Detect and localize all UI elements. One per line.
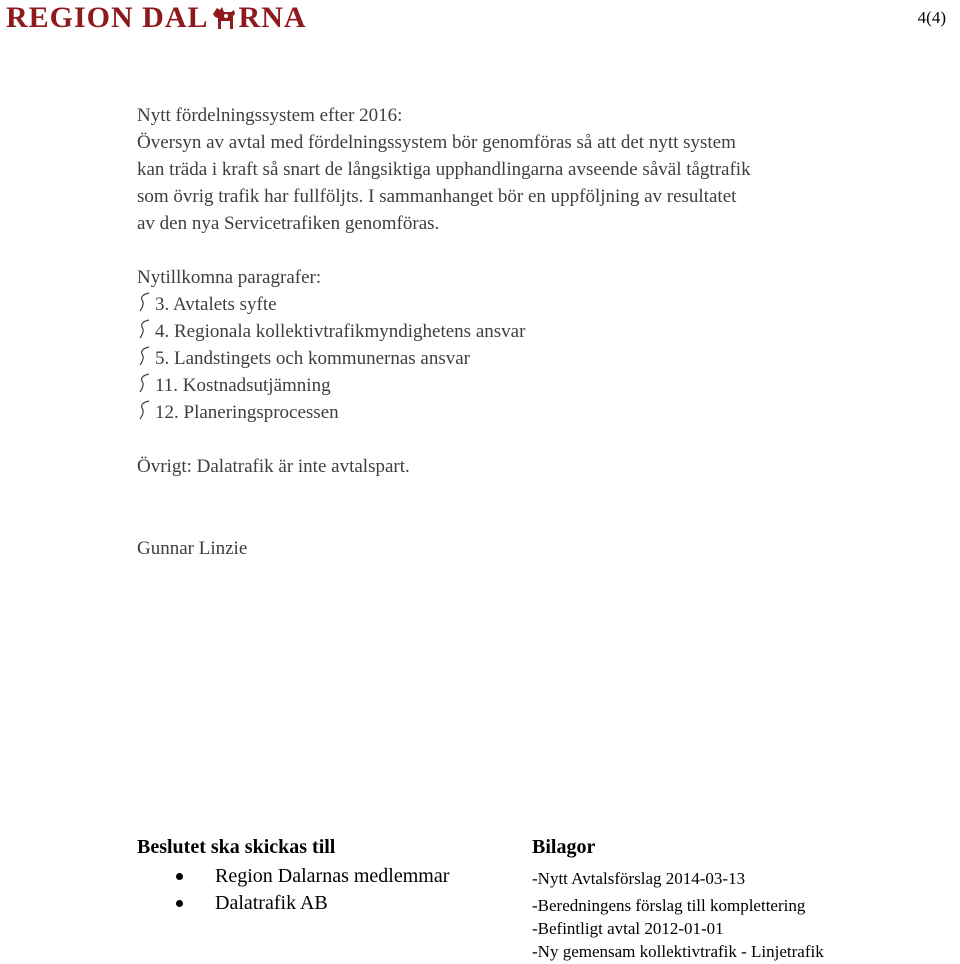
dala-horse-icon — [209, 4, 239, 32]
paragraph-list-item — [137, 399, 339, 426]
recipient-label: Region Dalarnas medlemmar — [215, 865, 450, 887]
section-sign-icon — [137, 318, 151, 340]
attachment-item: -Nytt Avtalsförslag 2014-03-13 — [532, 869, 746, 888]
bullet-icon — [176, 900, 183, 907]
section-title: Nytt fördelningssystem efter 2016: — [137, 105, 403, 126]
region-dalarna-logo — [6, 2, 307, 34]
paragraph-list-item — [137, 291, 277, 318]
section-sign-icon — [137, 291, 151, 313]
recipient-label: Dalatrafik AB — [215, 892, 328, 914]
section-sign-icon — [137, 372, 151, 394]
paragraph-label: 5. Landstingets och kommunernas ansvar — [155, 348, 471, 369]
sent-to-heading: Beslutet ska skickas till — [137, 836, 336, 858]
signature: Gunnar Linzie — [137, 538, 248, 559]
paragraph-line: av den nya Servicetrafiken genomföras. — [137, 213, 440, 234]
attachment-item: -Befintligt avtal 2012-01-01 — [532, 919, 724, 938]
paragraph-line: kan träda i kraft så snart de långsiktiga upphandlingarna avseende såväl tågtrafik — [137, 159, 751, 180]
bullet-icon — [176, 873, 183, 880]
paragraph-line: Översyn av avtal med fördelningssystem bör genomföras så att det nytt system — [137, 132, 736, 153]
paragraph-list-item — [137, 318, 525, 345]
attachment-item: -Beredningens förslag till komplettering — [532, 896, 806, 915]
recipient-item — [176, 865, 449, 888]
paragraph-line: som övrig trafik har fullföljts. I sammanhanget bör en uppföljning av resultatet — [137, 186, 737, 207]
paragraph-label: 4. Regionala kollektivtrafikmyndighetens ansvar — [155, 321, 526, 342]
paragraph-label: 3. Avtalets syfte — [155, 294, 277, 315]
paragraph-label: 11. Kostnadsutjämning — [155, 375, 331, 396]
section-sign-icon — [137, 345, 151, 367]
paragraph-list-item — [137, 345, 470, 372]
section-sign-icon — [137, 399, 151, 421]
paragraph-label: 12. Planeringsprocessen — [155, 402, 339, 423]
page-number: 4(4) — [917, 8, 946, 27]
paragraph-list-item — [137, 372, 331, 399]
recipient-item — [176, 892, 328, 915]
other-note: Övrigt: Dalatrafik är inte avtalspart. — [137, 456, 410, 477]
attachment-item: -Ny gemensam kollektivtrafik - Linjetrafik — [532, 942, 824, 961]
logo-text-part2: RNA — [238, 1, 307, 34]
new-paragraphs-title: Nytillkomna paragrafer: — [137, 267, 322, 288]
attachments-heading: Bilagor — [532, 836, 596, 858]
logo-text-part1: REGION DAL — [6, 1, 209, 34]
